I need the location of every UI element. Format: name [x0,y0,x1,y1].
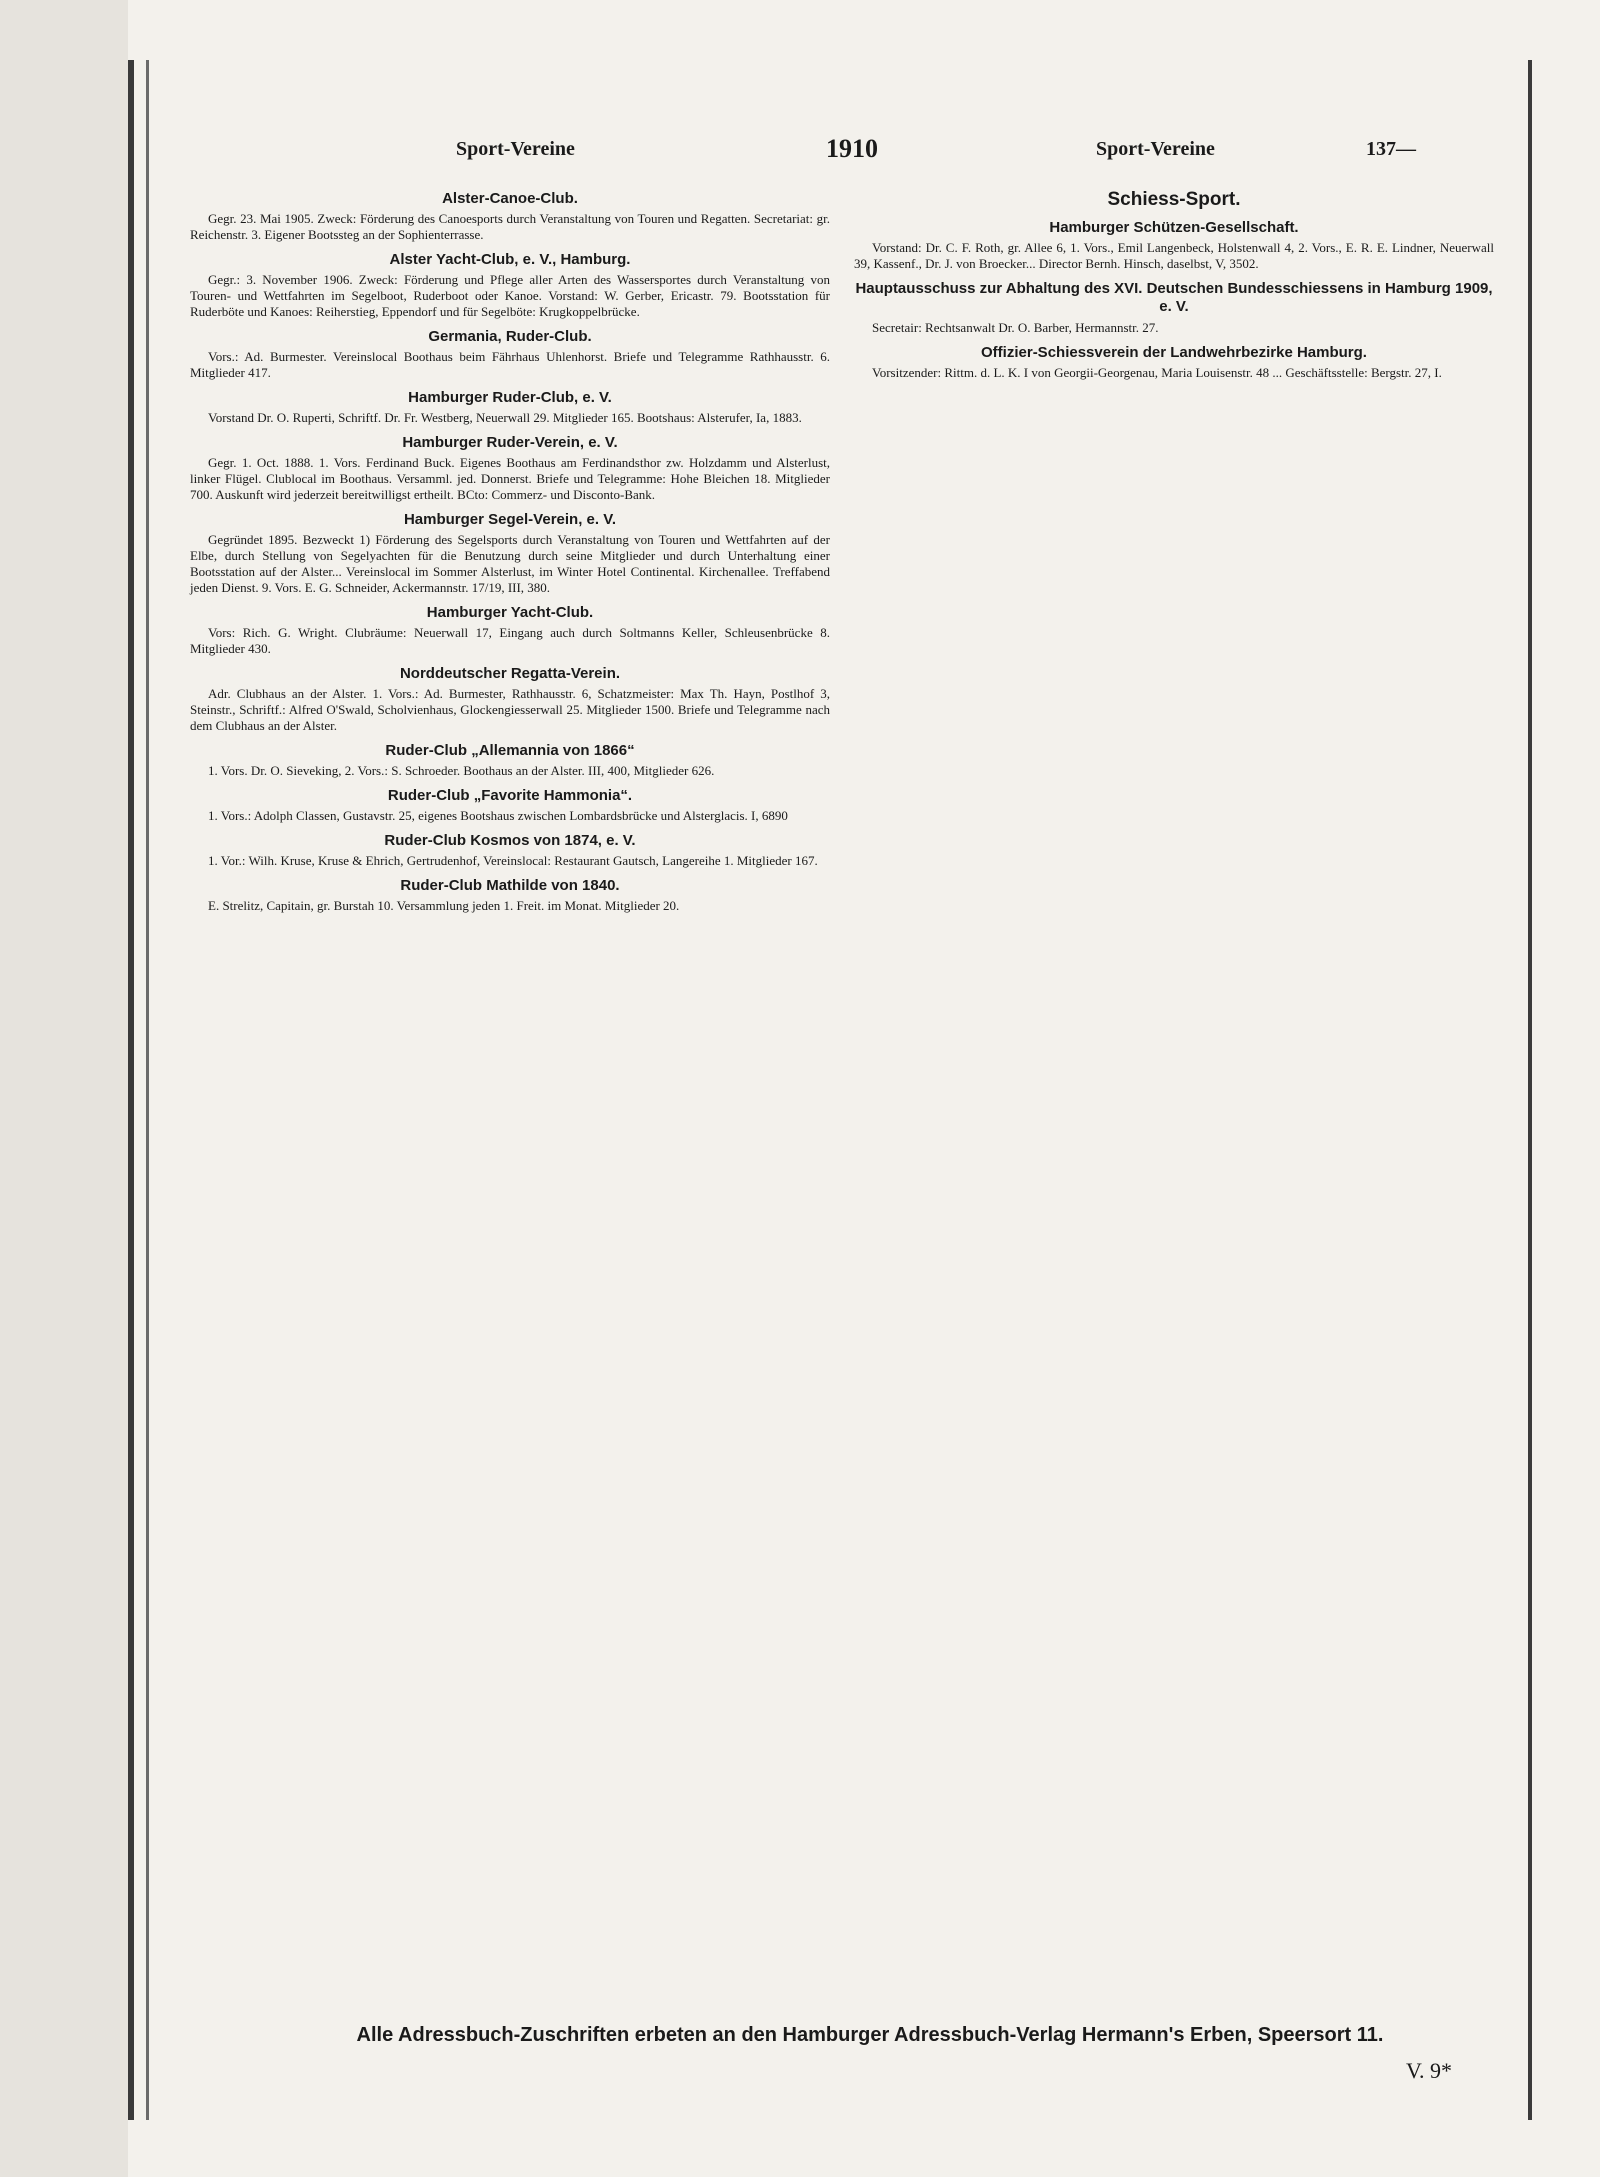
club-title: Norddeutscher Regatta-Verein. [399,664,621,682]
club-text: Vorstand: Dr. C. F. Roth, gr. Allee 6, 1. Vors., Emil Langenbeck, Holstenwall 4, 2. Vors., E. R. E. Lindner, Neuerwall 39, Kassenf., Dr. J. von Broecker... Director Bernh. Hinsch, daselbst, V, 3502. [854,240,1494,272]
club-text: 1. Vor.: Wilh. Kruse, Kruse & Ehrich, Gertrudenhof, Vereinslocal: Restaurant Gautsch, Langereihe 1. Mitglieder 167. [208,853,818,869]
club-title: Hamburger Segel-Verein, e. V. [403,510,617,528]
club-text: Adr. Clubhaus an der Alster. 1. Vors.: Ad. Burmester, Rathhausstr. 6, Schatzmeister: Max Th. Hayn, Postlhof 3, Steinstr., Schriftf.: Alfred O'Swald, Scholvienhaus, Glockengiesserwall 25. Mitglieder 1500. Briefe und Telegramme nach dem Clubhaus an der Alster. [190,685,830,733]
club-title: Alster-Canoe-Club. [442,190,578,207]
club-title: Ruder-Club „Favorite Hammonia“. [387,786,633,804]
club-text: Gegr.: 3. November 1906. Zweck: Förderung und Pflege aller Arten des Wassersportes durch Veranstaltung von Touren- und Wettfahrten im Segelboot, Ruderboot oder Kanoe. Vorstand: W. Gerber, Ericastr. 79. Bootsstation für Ruderböte und Kanoes: Reiherstieg, Eppendorf und für Segelböte: Krugkoppelbrücke. [190,272,830,320]
club-text: E. Strelitz, Capitain, gr. Burstah 10. Versammlung jeden 1. Freit. im Monat. Mitglieder 20. [208,898,680,914]
section-title-shooting: Schiess-Sport. [1107,189,1241,210]
club-text: Gegr. 23. Mai 1905. Zweck: Förderung des Canoesports durch Veranstaltung von Touren und Regatten. Secretariat: gr. Reichenstr. 3. Eigener Bootssteg an der Sophienterrasse. [190,211,830,243]
club-text: 1. Vors.: Adolph Classen, Gustavstr. 25, eigenes Bootshaus zwischen Lombardsbrücke und Alsterglacis. I, 6890 [208,808,788,824]
club-title: Hauptausschuss zur Abhaltung des XVI. Deutschen Bundesschiessens in Hamburg 1909, e. V. [855,280,1493,316]
club-text: Vors.: Ad. Burmester. Vereinslocal Boothaus beim Fährhaus Uhlenhorst. Briefe und Telegramme Rathhausstr. 6. Mitglieder 417. [190,349,830,381]
footer-publisher-note: Alle Adressbuch-Zuschriften erbeten an den Hamburger Adressbuch-Verlag Hermann's Erben, Speersort 11. [356,2024,1384,2046]
club-title: Germania, Ruder-Club. [428,327,592,345]
club-title: Alster Yacht-Club, e. V., Hamburg. [389,251,631,269]
club-text: Vorstand Dr. O. Ruperti, Schriftf. Dr. Fr. Westberg, Neuerwall 29. Mitglieder 165. Bootshaus: Alsterufer, Ia, 1883. [208,410,802,426]
club-title: Offizier-Schiessverein der Landwehrbezirke Hamburg. [981,343,1367,361]
club-text: 1. Vors. Dr. O. Sieveking, 2. Vors.: S. Schroeder. Boothaus an der Alster. III, 400, Mitglieder 626. [208,762,715,778]
header-year: 1910 [826,134,878,163]
club-text: Vorsitzender: Rittm. d. L. K. I von Georgii-Georgenau, Maria Louisenstr. 48 ... Geschäftsstelle: Bergstr. 27, I. [872,364,1442,380]
gutter-line [128,60,134,2120]
club-title: Hamburger Schützen-Gesellschaft. [1049,219,1299,237]
club-title: Ruder-Club Mathilde von 1840. [400,877,620,895]
left-column [190,182,830,916]
club-title: Hamburger Yacht-Club. [426,603,594,621]
right-column [854,182,1494,383]
header-right-title: Sport-Vereine [1096,138,1215,160]
page-header [456,134,1506,172]
header-page-number: 137— [1366,138,1416,160]
club-text: Gegründet 1895. Bezweckt 1) Förderung des Segelsports durch Veranstaltung von Touren und Wettfahrten auf der Elbe, durch Stellung von Segelyachten für die Benutzung durch seine Mitglieder und durch Unterhaltung einer Bootsstation auf der Alster... Vereinslocal im Sommer Alsterlust, im Winter Hotel Continental. Kirchenallee. Treffabend jeden Dienst. 9. Vors. E. G. Schneider, Ackermannstr. 17/19, III, 380. [190,532,830,595]
club-title: Ruder-Club Kosmos von 1874, e. V. [384,831,636,849]
scan-left-margin [0,0,128,2177]
header-left-title: Sport-Vereine [456,138,575,160]
signature-mark: V. 9* [1406,2058,1453,2083]
gutter-line-secondary [146,60,149,2120]
club-title: Hamburger Ruder-Verein, e. V. [402,434,618,452]
page-right-edge [1528,60,1532,2120]
club-text: Secretair: Rechtsanwalt Dr. O. Barber, Hermannstr. 27. [872,319,1159,335]
club-title: Ruder-Club „Allemannia von 1866“ [385,741,635,759]
club-title: Hamburger Ruder-Club, e. V. [408,388,612,406]
club-text: Vors: Rich. G. Wright. Clubräume: Neuerwall 17, Eingang auch durch Soltmanns Keller, Schleusenbrücke 8. Mitglieder 430. [190,624,830,656]
club-text: Gegr. 1. Oct. 1888. 1. Vors. Ferdinand Buck. Eigenes Boothaus am Ferdinandsthor zw. Holzdamm und Alsterlust, linker Flügel. Clublocal im Boothaus. Versamml. jed. Donnerst. Briefe und Telegramme: Hohe Bleichen 18. Mitglieder 700. Auskunft wird jederzeit bereitwilligst ertheilt. BCto: Commerz- und Disconto-Bank. [190,455,830,503]
